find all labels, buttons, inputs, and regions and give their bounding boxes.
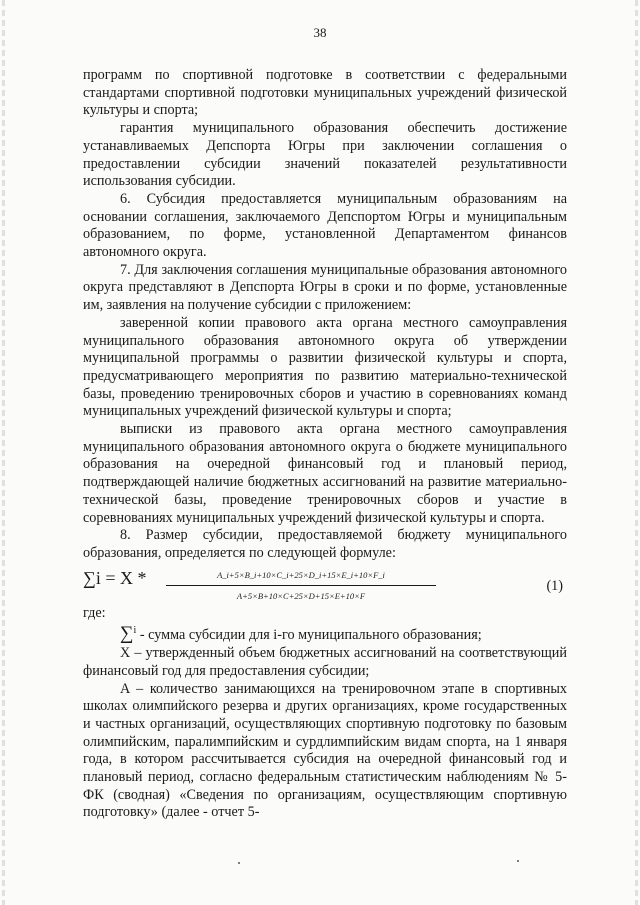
formula-numerator: A_i+5×B_i+10×C_i+25×D_i+15×E_i+10×F_i [166,567,436,587]
page-number: 38 [313,25,327,40]
formula-denominator: A+5×B+10×C+25×D+15×E+10×F [236,591,366,602]
page-edge-left [2,0,5,905]
subsidy-formula [83,567,567,605]
paragraph: выписки из правового акта органа местного самоуправления муниципального образования автономного округа о бюджете муниципального образования на очередной финансовый год и плановый период, подтверждающей наличие бюджетных ассигнований на развитие материально-технической базы, проведение тренировочных сборов и участие в соревнованиях муниципальных учреждений физической культуры и спорта. [83,421,567,526]
paragraph: X – утвержденный объем бюджетных ассигнований на соответствующий финансовый год для предоставления субсидии; [83,645,567,679]
paragraph: программ по спортивной подготовке в соответствии с федеральными стандартами спортивной подготовки муниципальных учреждений физической культуры и спорта; [83,67,567,119]
formula-fraction [166,567,436,606]
sigma-subscript: i [133,625,137,637]
sigma-definition-line [83,622,567,645]
formula-lhs: ∑i = X * [83,567,147,588]
where-label: где: [83,604,106,621]
paragraph: 7. Для заключения соглашения муниципальные образования автономного округа представляют в Депспорта Югры в сроки и по форме, установленные им, заявления на получение субсидии с приложением: [83,261,567,314]
paragraph: A – количество занимающихся на тренировочном этапе в спортивных школах олимпийского резерва и других организациях, кроме государственных и частных организаций, осуществляющих спортивную подготовку по базовым олимпийским, паралимпийским и сурдлимпийским видам спорта, на 1 января года, в котором рассчитывается субсидия на очередной финансовый год и плановый период, согласно федеральным статистическим наблюдениям № 5-ФК (сводная) «Сведения по организациям, осуществляющим спортивную подготовку» (далее - отчет 5- [83,680,567,821]
sigma-definition: - сумма субсидии для i-го муниципального образования; [136,627,482,644]
formula-number: (1) [546,577,563,594]
scan-speck [517,860,519,862]
paragraph: гарантия муниципального образования обеспечить достижение устанавливаемых Депспорта Югры при заключении соглашения о предоставлении субсидии значений показателей результативности использования субсидии. [83,120,567,190]
scan-speck [238,862,240,864]
paragraph: 8. Размер субсидии, предоставляемой бюджету муниципального образования, определяется по следующей формуле: [83,527,567,561]
page-edge-right [635,0,638,905]
paragraph: заверенной копии правового акта органа местного самоуправления муниципального образования автономного округа об утверждении муниципальной программы о развитии физической культуры и спорта, предусматривающего мероприятия по развитию материально-технической базы, проведению тренировочных сборов и участию в соревнованиях команд муниципальных учреждений физической культуры и спорта; [83,314,567,420]
paragraph: 6. Субсидия предоставляется муниципальным образованиям на основании соглашения, заключаемого Депспортом Югры и муниципальным образованием, по форме, установленной Департаментом финансов автономного округа. [83,190,567,261]
document-body [83,67,567,822]
sigma-symbol: ∑ [120,623,134,645]
